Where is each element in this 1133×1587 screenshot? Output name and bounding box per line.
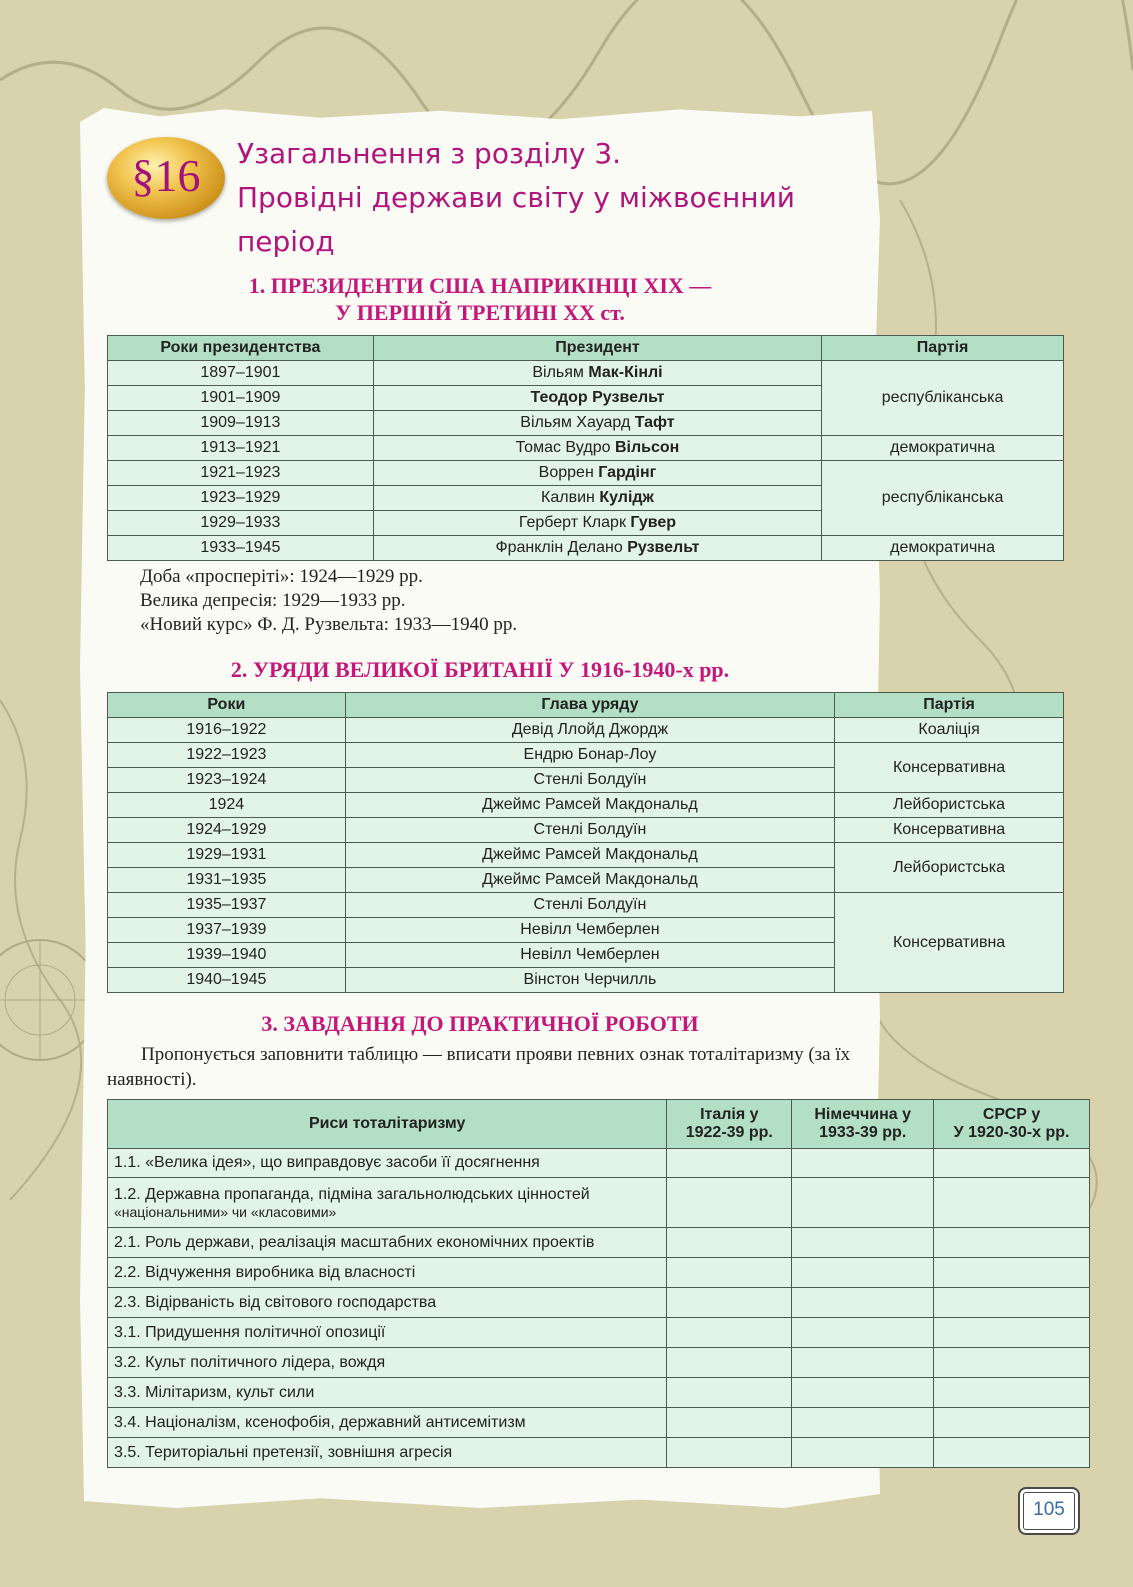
- party-cell: республіканська: [822, 361, 1064, 436]
- table-row: 1937–1939 Невілл Чемберлен: [108, 918, 1064, 943]
- note-prosperity: Доба «просперіті»: 1924—1929 рр.: [140, 566, 423, 587]
- answer-cell[interactable]: [667, 1149, 792, 1178]
- chapter-title: Узагальнення з розділу 3. Провідні держави світу у міжвоєнний період: [237, 137, 795, 258]
- party-cell: демократична: [822, 436, 1064, 461]
- table-row: 1922–1923 Ендрю Бонар-Лоу Консервативна: [108, 743, 1064, 768]
- answer-cell[interactable]: [934, 1438, 1090, 1468]
- party-cell: Коаліція: [835, 718, 1064, 743]
- table-row: 1929–1933 Герберт Кларк Гувер: [108, 511, 1064, 536]
- answer-cell[interactable]: [934, 1288, 1090, 1318]
- party-cell: Консервативна: [835, 893, 1064, 993]
- column-header: Роки президентства: [108, 336, 374, 361]
- party-cell: Лейбористська: [835, 793, 1064, 818]
- answer-cell[interactable]: [667, 1288, 792, 1318]
- column-header: Партія: [835, 693, 1064, 718]
- section1-heading: 1. ПРЕЗИДЕНТИ США НАПРИКІНЦІ XIX — У ПЕРШІЙ ТРЕТИНІ XX ст.: [248, 273, 712, 325]
- answer-cell[interactable]: [934, 1318, 1090, 1348]
- table-row: 2.1. Роль держави, реалізація масштабних економічних проектів: [108, 1228, 1090, 1258]
- answer-cell[interactable]: [792, 1288, 934, 1318]
- answer-cell[interactable]: [667, 1228, 792, 1258]
- column-header: Роки: [108, 693, 346, 718]
- column-header: Глава уряду: [345, 693, 834, 718]
- table-row: 3.4. Націоналізм, ксенофобія, державний антисемітизм: [108, 1408, 1090, 1438]
- answer-cell[interactable]: [667, 1178, 792, 1228]
- column-header: Партія: [822, 336, 1064, 361]
- note-new-deal: «Новий курс» Ф. Д. Рузвельта: 1933—1940 рр.: [140, 614, 518, 635]
- table-row: 1916–1922 Девід Ллойд Джордж Коаліція: [108, 718, 1064, 743]
- table-row: 2.3. Відірваність від світового господарства: [108, 1288, 1090, 1318]
- uk-governments-table: [107, 692, 1064, 993]
- answer-cell[interactable]: [934, 1178, 1090, 1228]
- task-intro: Пропонується заповнити таблицю — вписати прояви певних ознак тоталітаризму (за їх наявності).: [107, 1044, 851, 1090]
- table-row: 1.2. Державна пропаганда, підміна загальнолюдських цінностей «національними» чи «класовими»: [108, 1178, 1090, 1228]
- answer-cell[interactable]: [934, 1378, 1090, 1408]
- answer-cell[interactable]: [667, 1258, 792, 1288]
- table-row: 3.1. Придушення політичної опозиції: [108, 1318, 1090, 1348]
- answer-cell[interactable]: [667, 1408, 792, 1438]
- answer-cell[interactable]: [934, 1228, 1090, 1258]
- answer-cell[interactable]: [667, 1348, 792, 1378]
- table-row: 1933–1945 Франклін Делано Рузвельт демократична: [108, 536, 1064, 561]
- table-row: 3.5. Територіальні претензії, зовнішня агресія: [108, 1438, 1090, 1468]
- party-cell: Консервативна: [835, 743, 1064, 793]
- answer-cell[interactable]: [792, 1438, 934, 1468]
- answer-cell[interactable]: [792, 1318, 934, 1348]
- party-cell: Лейбористська: [835, 843, 1064, 893]
- table-row: 1939–1940 Невілл Чемберлен: [108, 943, 1064, 968]
- table-row: 1923–1924 Стенлі Болдуїн: [108, 768, 1064, 793]
- answer-cell[interactable]: [792, 1408, 934, 1438]
- us-presidents-table: [107, 335, 1064, 561]
- column-header: Риси тоталітаризму: [108, 1100, 667, 1149]
- table-row: 3.2. Культ політичного лідера, вождя: [108, 1348, 1090, 1378]
- party-cell: демократична: [822, 536, 1064, 561]
- table-row: 2.2. Відчуження виробника від власності: [108, 1258, 1090, 1288]
- table-row: 1931–1935 Джеймс Рамсей Макдональд: [108, 868, 1064, 893]
- answer-cell[interactable]: [934, 1258, 1090, 1288]
- table-row: 1929–1931 Джеймс Рамсей Макдональд Лейбористська: [108, 843, 1064, 868]
- answer-cell[interactable]: [934, 1348, 1090, 1378]
- section2-heading: 2. УРЯДИ ВЕЛИКОЇ БРИТАНІЇ У 1916-1940-х рр.: [230, 657, 730, 682]
- table-row: 1901–1909 Теодор Рузвельт: [108, 386, 1064, 411]
- table-row: 1935–1937 Стенлі Болдуїн Консервативна: [108, 893, 1064, 918]
- column-header-ussr: СРСР у У 1920-30-х рр.: [934, 1100, 1090, 1149]
- answer-cell[interactable]: [792, 1149, 934, 1178]
- answer-cell[interactable]: [667, 1318, 792, 1348]
- table-row: 1913–1921 Томас Вудро Вільсон демократична: [108, 436, 1064, 461]
- table-row: 1.1. «Велика ідея», що виправдовує засоби її досягнення: [108, 1149, 1090, 1178]
- table-row: 1924 Джеймс Рамсей Макдональд Лейбористська: [108, 793, 1064, 818]
- table-row: 1921–1923 Воррен Гардінг республіканська: [108, 461, 1064, 486]
- table-row: 1909–1913 Вільям Хауард Тафт: [108, 411, 1064, 436]
- section-badge: §16: [107, 137, 225, 219]
- table-row: 1940–1945 Вінстон Черчилль: [108, 968, 1064, 993]
- note-depression: Велика депресія: 1929—1933 рр.: [140, 590, 406, 611]
- answer-cell[interactable]: [667, 1438, 792, 1468]
- page-number: 105: [1018, 1487, 1080, 1535]
- table-row: 1923–1929 Калвин Кулідж: [108, 486, 1064, 511]
- answer-cell[interactable]: [792, 1178, 934, 1228]
- answer-cell[interactable]: [934, 1408, 1090, 1438]
- table-row: 3.3. Мілітаризм, культ сили: [108, 1378, 1090, 1408]
- answer-cell[interactable]: [792, 1348, 934, 1378]
- answer-cell[interactable]: [667, 1378, 792, 1408]
- table-row: 1924–1929 Стенлі Болдуїн Консервативна: [108, 818, 1064, 843]
- section3-heading: 3. ЗАВДАННЯ ДО ПРАКТИЧНОЇ РОБОТИ: [261, 1011, 699, 1036]
- party-cell: Консервативна: [835, 818, 1064, 843]
- party-cell: республіканська: [822, 461, 1064, 536]
- answer-cell[interactable]: [792, 1258, 934, 1288]
- totalitarianism-table: [107, 1099, 1090, 1468]
- column-header: Президент: [373, 336, 821, 361]
- answer-cell[interactable]: [934, 1149, 1090, 1178]
- answer-cell[interactable]: [792, 1228, 934, 1258]
- column-header-italy: Італія у 1922-39 рр.: [667, 1100, 792, 1149]
- answer-cell[interactable]: [792, 1378, 934, 1408]
- column-header-germany: Німеччина у 1933-39 рр.: [792, 1100, 934, 1149]
- table-row: 1897–1901 Вільям Мак-Кінлі республіканська: [108, 361, 1064, 386]
